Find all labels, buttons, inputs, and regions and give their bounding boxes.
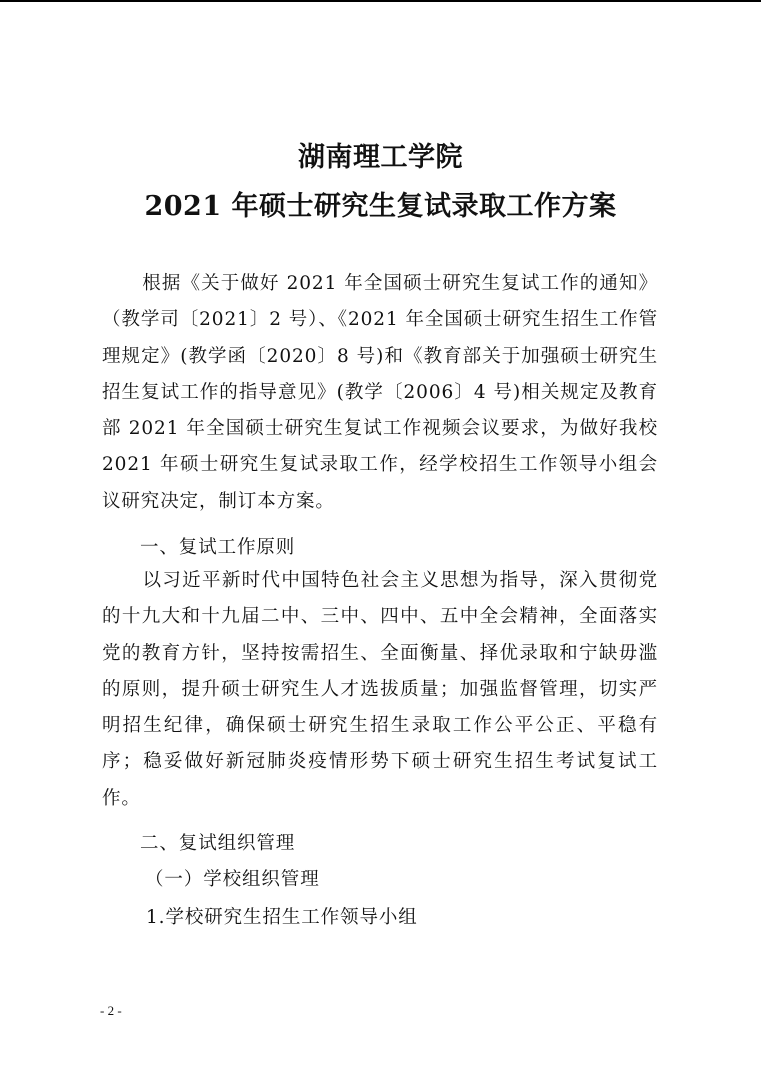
intro-paragraph-text: 根据《关于做好 2021 年全国硕士研究生复试工作的通知》（教学司〔2021〕2 号）、《2021 年全国硕士研究生招生工作管理规定》(教学函〔2020〕8 号)和《教育部关于加强硕士研究生招生复试工作的指导意见》(教学〔2006〕4 号)相关规定及教育部 2021 年全国硕士研究生复试工作视频会议要求，为做好我校 2021 年硕士研究生复试录取工作，经学校招生工作领导小组会议研究决定，制订本方案。 <box>102 273 658 512</box>
intro-paragraph <box>102 266 658 520</box>
page-number: - 2 - <box>100 1003 122 1018</box>
document-title: 2021 年硕士研究生复试录取工作方案 <box>144 191 617 222</box>
section-heading-organization: 二、复试组织管理 <box>140 833 296 854</box>
top-border-line <box>0 0 761 2</box>
subsection-heading-school-organization: （一）学校组织管理 <box>145 869 320 890</box>
principles-paragraph-text: 以习近平新时代中国特色社会主义思想为指导，深入贯彻党的十九大和十九届二中、三中、四中、五中全会精神，全面落实党的教育方针，坚持按需招生、全面衡量、择优录取和宁缺毋滥的原则，提升硕士研究生人才选拔质量；加强监督管理，切实严明招生纪律，确保硕士研究生招生录取工作公平公正、平稳有序；稳妥做好新冠肺炎疫情形势下硕士研究生招生考试复试工作。 <box>102 570 658 809</box>
list-item-leadership-group: 1.学校研究生招生工作领导小组 <box>146 907 418 928</box>
section-heading-principles: 一、复试工作原则 <box>140 537 296 558</box>
principles-paragraph <box>102 563 658 817</box>
document-title-institution: 湖南理工学院 <box>298 142 463 173</box>
